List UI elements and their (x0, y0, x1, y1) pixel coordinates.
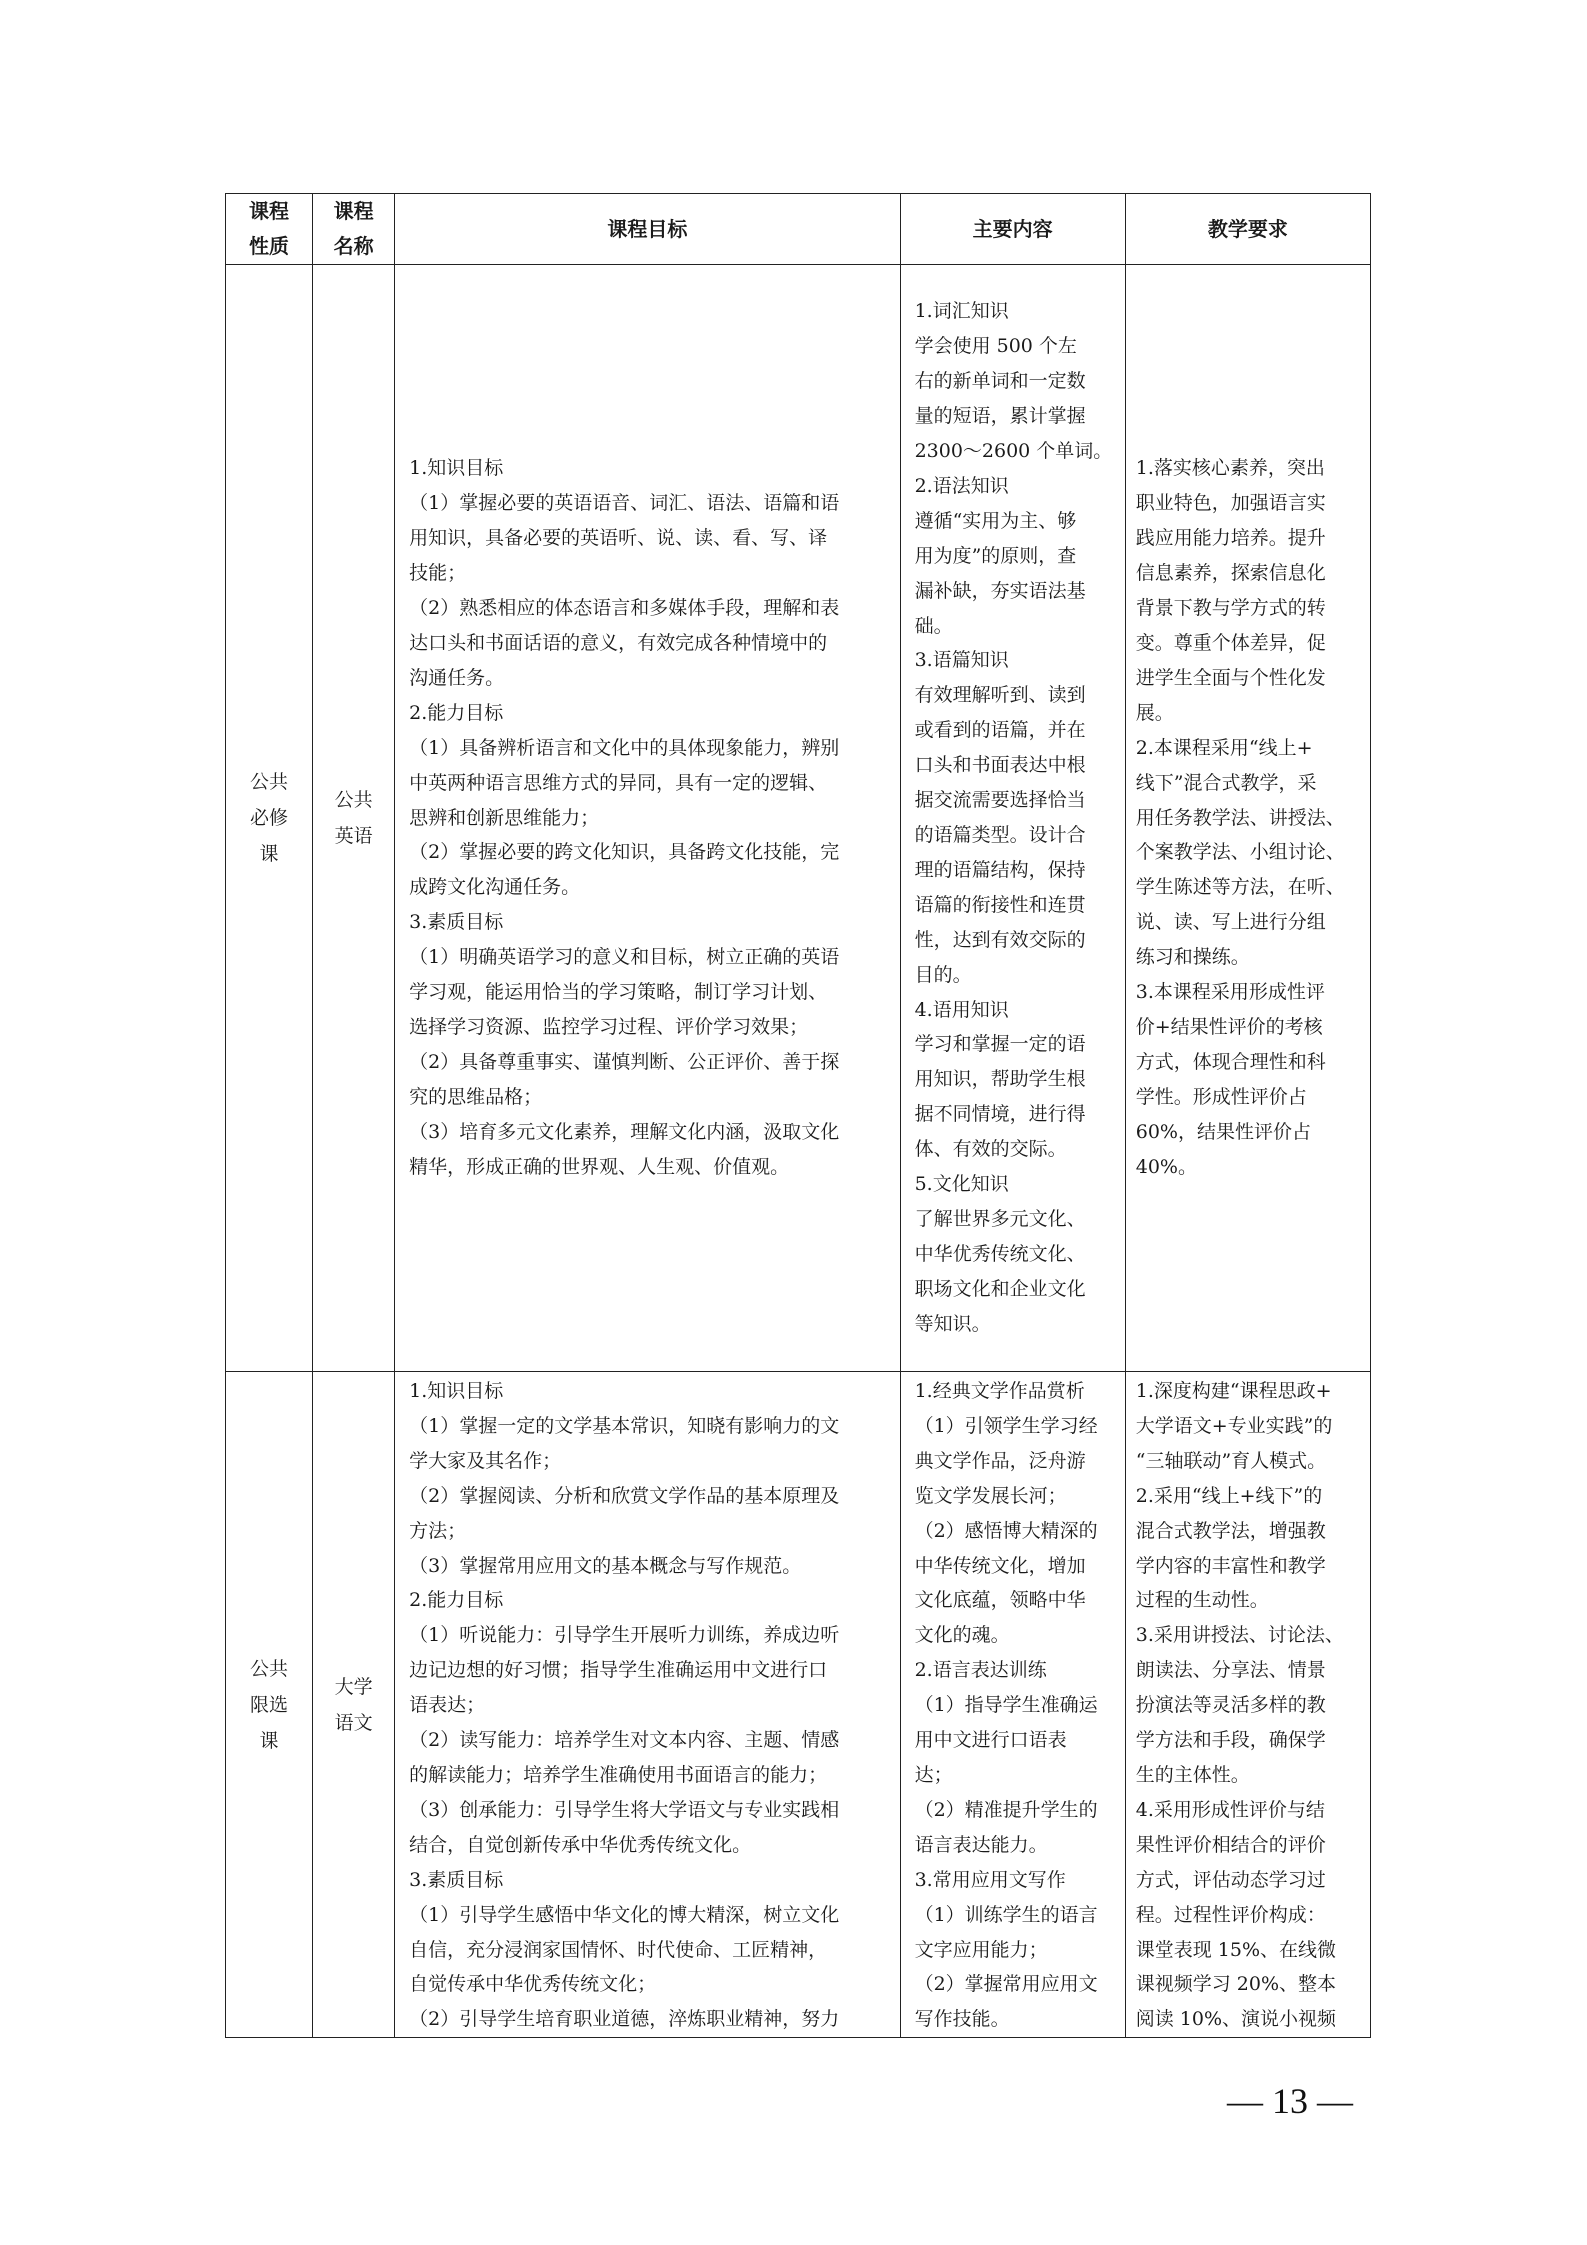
main-content-cell-line: 学习和掌握一定的语 (914, 1033, 1086, 1056)
main-content-cell (900, 265, 1125, 1372)
course-goals-cell-line: 思辨和创新思维能力； (409, 806, 600, 829)
header-course-type-line: 课程 (249, 199, 290, 223)
teaching-requirements-cell-line: 方式，评估动态学习过 (1135, 1868, 1326, 1891)
course-goals-cell-line: 3.素质目标 (409, 911, 504, 934)
teaching-requirements-cell-line: 混合式教学法，增强教 (1135, 1519, 1326, 1542)
teaching-requirements-cell-line: 践应用能力培养。提升 (1135, 527, 1326, 550)
course-goals-cell-line: 方法； (409, 1519, 467, 1542)
course-goals-cell-line: 沟通任务。 (409, 666, 505, 689)
course-goals-cell-line: 边记边想的好习惯；指导学生准确运用中文进行口 (409, 1659, 828, 1682)
main-content-cell-line: 用知识，帮助学生根 (914, 1068, 1086, 1091)
course-type-cell (226, 265, 313, 1372)
course-goals-cell (395, 1372, 900, 2038)
main-content-cell-line: 性，达到有效交际的 (914, 928, 1086, 951)
table-row (226, 1372, 1371, 2038)
course-goals-cell (395, 265, 900, 1372)
main-content-cell-line: 有效理解听到、读到 (914, 684, 1086, 707)
header-goals: 课程目标 (395, 194, 900, 265)
main-content-cell-line: （1）指导学生准确运 (914, 1694, 1098, 1717)
teaching-requirements-cell-line: 用任务教学法、讲授法、 (1135, 806, 1345, 829)
teaching-requirements-cell-line: 程。过程性评价构成： (1135, 1903, 1326, 1926)
main-content-cell-line: 础。 (914, 614, 953, 637)
course-goals-cell-line: （2）引导学生培育职业道德，淬炼职业精神，努力 (409, 2008, 840, 2031)
main-content-cell-line: 览文学发展长河； (914, 1484, 1067, 1507)
course-table (225, 193, 1371, 2038)
teaching-requirements-cell-line: 进学生全面与个性化发 (1135, 666, 1326, 689)
course-goals-cell-line: （2）掌握阅读、分析和欣赏文学作品的基本原理及 (409, 1484, 840, 1507)
main-content-cell-line: 中华传统文化，增加 (914, 1554, 1086, 1577)
course-type-cell-line: 必修 (250, 807, 289, 829)
course-goals-cell-line: 2.能力目标 (409, 701, 504, 724)
course-type-cell-line: 公共 (250, 771, 289, 793)
main-content-cell-line: 等知识。 (914, 1312, 991, 1335)
page-number: — 13 — (1227, 2081, 1353, 2121)
teaching-requirements-cell-line: 2.本课程采用“线上+ (1135, 736, 1313, 759)
main-content-cell-line: 5.文化知识 (914, 1173, 1009, 1196)
course-goals-cell-line: 2.能力目标 (409, 1589, 504, 1612)
teaching-requirements-cell-line: 过程的生动性。 (1135, 1589, 1269, 1612)
teaching-requirements-cell-line: 朗读法、分享法、情景 (1135, 1659, 1326, 1682)
teaching-requirements-cell-line: 60%，结果性评价占 (1135, 1120, 1311, 1143)
main-content-cell-line: 了解世界多元文化、 (914, 1207, 1086, 1230)
course-goals-cell-line: 学习观，能运用恰当的学习策略，制订学习计划、 (409, 981, 828, 1004)
main-content-cell-line: 或看到的语篇，并在 (914, 719, 1086, 742)
header-requirements: 教学要求 (1125, 194, 1370, 265)
course-goals-cell-line: （1）听说能力：引导学生开展听力训练，养成边听 (409, 1624, 840, 1647)
course-goals-cell-line: 1.知识目标 (409, 457, 504, 480)
course-goals-cell-line: 究的思维品格； (409, 1085, 543, 1108)
course-goals-cell-line: 成跨文化沟通任务。 (409, 876, 581, 899)
main-content-cell-line: 典文学作品，泛舟游 (914, 1449, 1086, 1472)
teaching-requirements-cell-line: 40%。 (1135, 1155, 1197, 1178)
teaching-requirements-cell-line: 练习和操练。 (1135, 946, 1250, 969)
course-goals-cell-line: （2）掌握必要的跨文化知识，具备跨文化技能，完 (409, 841, 840, 864)
main-content-cell-line: 右的新单词和一定数 (914, 370, 1086, 393)
course-goals-cell-line: （1）引导学生感悟中华文化的博大精深，树立文化 (409, 1903, 840, 1926)
teaching-requirements-cell-line: 阅读 10%、演说小视频 (1135, 2008, 1337, 2031)
header-course-type (226, 194, 313, 265)
course-goals-cell-line: （1）掌握一定的文学基本常识，知晓有影响力的文 (409, 1414, 840, 1437)
teaching-requirements-cell-line: 学方法和手段，确保学 (1135, 1729, 1326, 1752)
course-goals-cell-line: （1）明确英语学习的意义和目标，树立正确的英语 (409, 946, 840, 969)
teaching-requirements-cell-line: 背景下教与学方式的转 (1135, 597, 1326, 620)
table-row (226, 265, 1371, 1372)
main-content-cell-line: 据交流需要选择恰当 (914, 789, 1086, 812)
teaching-requirements-cell-line: 说、读、写上进行分组 (1135, 911, 1326, 934)
teaching-requirements-cell-line: 生的主体性。 (1135, 1763, 1250, 1786)
main-content-cell-line: 遵循“实用为主、够 (914, 509, 1077, 532)
main-content-cell-line: 语篇的衔接性和连贯 (914, 893, 1086, 916)
course-goals-cell-line: （3）培育多元文化素养，理解文化内涵，汲取文化 (409, 1120, 840, 1143)
teaching-requirements-cell-line: 线下”混合式教学，采 (1135, 771, 1317, 794)
teaching-requirements-cell-line: 大学语文+专业实践”的 (1135, 1414, 1333, 1437)
teaching-requirements-cell-line: 职业特色，加强语言实 (1135, 492, 1326, 515)
main-content-cell-line: 3.常用应用文写作 (914, 1868, 1066, 1891)
main-content-cell-line: 用中文进行口语表 (914, 1729, 1067, 1752)
main-content-cell-line: 目的。 (914, 963, 972, 986)
course-type-cell-line: 限选 (250, 1693, 289, 1716)
course-type-cell-line: 公共 (250, 1657, 289, 1680)
course-goals-cell-line: 达口头和书面话语的意义，有效完成各种情境中的 (409, 632, 828, 655)
teaching-requirements-cell-line: 个案教学法、小组讨论、 (1135, 841, 1345, 864)
course-name-cell-line: 英语 (334, 825, 373, 847)
course-goals-cell-line: 结合，自觉创新传承中华优秀传统文化。 (409, 1833, 752, 1856)
main-content-cell-line: 写作技能。 (914, 2008, 1010, 2031)
main-content-cell-line: 2.语言表达训练 (914, 1659, 1047, 1682)
teaching-requirements-cell-line: 1.落实核心素养，突出 (1135, 457, 1325, 480)
course-name-cell-line: 公共 (334, 789, 373, 811)
main-content-cell-line: 体、有效的交际。 (914, 1138, 1067, 1161)
course-goals-cell-line: 自信，充分浸润家国情怀、时代使命、工匠精神， (409, 1938, 828, 1961)
teaching-requirements-cell-line: “三轴联动”育人模式。 (1135, 1449, 1327, 1472)
course-goals-cell-line: （2）熟悉相应的体态语言和多媒体手段，理解和表 (409, 597, 840, 620)
course-goals-cell-line: （2）具备尊重事实、谨慎判断、公正评价、善于探 (409, 1050, 840, 1073)
course-type-cell-line: 课 (259, 843, 279, 865)
teaching-requirements-cell-line: 学内容的丰富性和教学 (1135, 1554, 1326, 1577)
main-content-cell-line: 文化底蕴，领略中华 (914, 1589, 1086, 1612)
main-content-cell-line: （2）掌握常用应用文 (914, 1973, 1098, 1996)
course-type-cell (226, 1372, 313, 2038)
teaching-requirements-cell-line: 信息素养，探索信息化 (1135, 562, 1326, 585)
course-goals-cell-line: 精华，形成正确的世界观、人生观、价值观。 (409, 1155, 790, 1178)
header-course-name-line: 课程 (333, 199, 374, 223)
teaching-requirements-cell-line: 扮演法等灵活多样的教 (1135, 1694, 1326, 1717)
main-content-cell-line: 中华优秀传统文化、 (914, 1242, 1086, 1265)
teaching-requirements-cell-line: 果性评价相结合的评价 (1135, 1833, 1326, 1856)
main-content-cell-line: 文字应用能力； (914, 1938, 1048, 1961)
course-goals-cell-line: 选择学习资源、监控学习过程、评价学习效果； (409, 1015, 809, 1038)
teaching-requirements-cell-line: 3.采用讲授法、讨论法、 (1135, 1624, 1344, 1647)
teaching-requirements-cell (1125, 1372, 1370, 2038)
teaching-requirements-cell-line: 4.采用形成性评价与结 (1135, 1798, 1325, 1821)
teaching-requirements-cell-line: 3.本课程采用形成性评 (1135, 981, 1325, 1004)
main-content-cell (900, 1372, 1125, 2038)
teaching-requirements-cell-line: 方式，体现合理性和科 (1135, 1050, 1326, 1073)
course-goals-cell-line: 学大家及其名作； (409, 1449, 562, 1472)
header-content: 主要内容 (900, 194, 1125, 265)
main-content-cell-line: 4.语用知识 (914, 998, 1009, 1021)
course-name-cell (313, 1372, 395, 2038)
main-content-cell-line: 文化的魂。 (914, 1624, 1010, 1647)
course-name-cell-line: 语文 (334, 1711, 373, 1734)
course-goals-cell-line: （3）创承能力：引导学生将大学语文与专业实践相 (409, 1798, 840, 1821)
table-header-row (226, 194, 1371, 265)
main-content-cell-line: 1.词汇知识 (914, 300, 1009, 323)
main-content-cell-line: 学会使用 500 个左 (914, 335, 1077, 358)
teaching-requirements-cell-line: 学性。形成性评价占 (1135, 1085, 1307, 1108)
main-content-cell-line: 量的短语，累计掌握 (914, 405, 1086, 428)
course-goals-cell-line: 的解读能力；培养学生准确使用书面语言的能力； (409, 1763, 828, 1786)
main-content-cell-line: 达； (914, 1763, 953, 1786)
course-name-cell (313, 265, 395, 1372)
course-goals-cell-line: （3）掌握常用应用文的基本概念与写作规范。 (409, 1554, 802, 1577)
main-content-cell-line: 据不同情境，进行得 (914, 1103, 1086, 1126)
main-content-cell-line: 漏补缺，夯实语法基 (914, 579, 1086, 602)
course-type-cell-line: 课 (259, 1729, 279, 1752)
main-content-cell-line: 职场文化和企业文化 (914, 1277, 1086, 1300)
main-content-cell-line: 口头和书面表达中根 (914, 754, 1086, 777)
course-goals-cell-line: 3.素质目标 (409, 1868, 504, 1891)
header-course-name-line: 名称 (333, 234, 374, 258)
course-name-cell-line: 大学 (334, 1675, 373, 1698)
course-goals-cell-line: 中英两种语言思维方式的异同，具有一定的逻辑、 (409, 771, 828, 794)
main-content-cell-line: （1）训练学生的语言 (914, 1903, 1098, 1926)
header-course-type-line: 性质 (249, 234, 290, 258)
teaching-requirements-cell-line: 学生陈述等方法，在听、 (1135, 876, 1345, 899)
course-goals-cell-line: 语表达； (409, 1694, 486, 1717)
main-content-cell-line: （2）感悟博大精深的 (914, 1519, 1098, 1542)
main-content-cell-line: 2.语法知识 (914, 474, 1009, 497)
header-course-name (313, 194, 395, 265)
teaching-requirements-cell-line: 价+结果性评价的考核 (1135, 1015, 1323, 1038)
teaching-requirements-cell-line: 展。 (1135, 701, 1174, 724)
main-content-cell-line: 1.经典文学作品赏析 (914, 1380, 1085, 1402)
main-content-cell-line: 语言表达能力。 (914, 1833, 1048, 1856)
main-content-cell-line: （1）引领学生学习经 (914, 1414, 1098, 1437)
course-goals-cell-line: 用知识，具备必要的英语听、说、读、看、写、译 (409, 527, 828, 550)
course-goals-cell-line: 自觉传承中华优秀传统文化； (409, 1973, 657, 1996)
main-content-cell-line: 2300～2600 个单词。 (914, 440, 1113, 463)
main-content-cell-line: （2）精准提升学生的 (914, 1798, 1098, 1821)
main-content-cell-line: 的语篇类型。设计合 (914, 824, 1086, 846)
main-content-cell-line: 理的语篇结构，保持 (914, 858, 1086, 881)
course-goals-cell-line: 技能； (409, 562, 467, 585)
teaching-requirements-cell-line: 变。尊重个体差异，促 (1135, 632, 1326, 655)
teaching-requirements-cell-line: 2.采用“线上+线下”的 (1135, 1484, 1323, 1507)
course-goals-cell-line: 1.知识目标 (409, 1380, 504, 1402)
teaching-requirements-cell-line: 课堂表现 15%、在线微 (1135, 1938, 1337, 1961)
teaching-requirements-cell-line: 1.深度构建“课程思政+ (1135, 1380, 1332, 1402)
main-content-cell-line: 3.语篇知识 (914, 649, 1009, 672)
course-goals-cell-line: （1）具备辨析语言和文化中的具体现象能力，辨别 (409, 736, 840, 759)
main-content-cell-line: 用为度”的原则，查 (914, 544, 1077, 567)
course-goals-cell-line: （2）读写能力：培养学生对文本内容、主题、情感 (409, 1729, 840, 1752)
teaching-requirements-cell (1125, 265, 1370, 1372)
teaching-requirements-cell-line: 课视频学习 20%、整本 (1135, 1973, 1337, 1996)
course-goals-cell-line: （1）掌握必要的英语语音、词汇、语法、语篇和语 (409, 492, 840, 515)
